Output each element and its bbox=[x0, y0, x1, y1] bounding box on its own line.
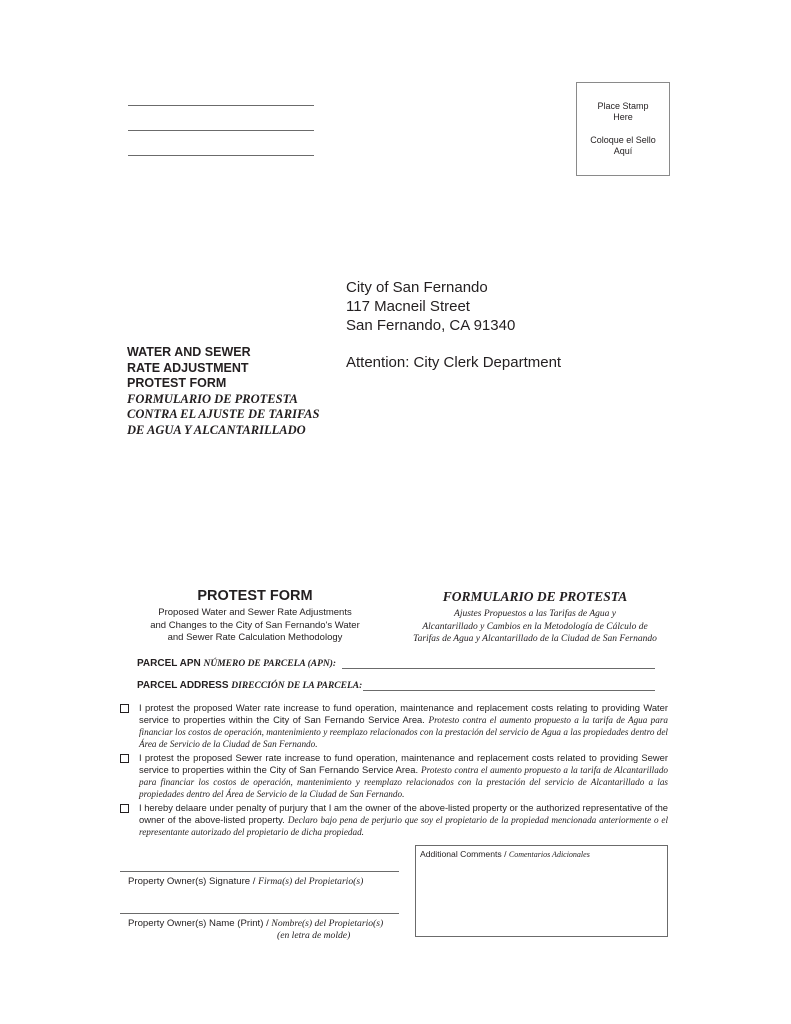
water-protest-text-es: Protesto contra el aumento propuesto a la tarifa de Agua para financiar los costos de operación, mantenimiento y reemplazo relacionados con la prestación del servicio de Agua a las propiedades dentro del Área de Servicio de la Ciudad de San Fernando. bbox=[139, 715, 668, 749]
additional-comments-label-es: Comentarios Adicionales bbox=[508, 850, 590, 859]
printed-name-label bbox=[128, 918, 383, 929]
additional-comments-label-en: Additional Comments / bbox=[420, 849, 507, 859]
printed-name-label-es-2 bbox=[277, 930, 350, 941]
address-line-3: San Fernando, CA 91340 bbox=[346, 317, 516, 334]
sewer-protest-checkbox[interactable] bbox=[120, 754, 129, 763]
form-title-es-3: DE AGUA Y ALCANTARILLADO bbox=[127, 422, 306, 437]
form-title-es-1: FORMULARIO DE PROTESTA bbox=[127, 391, 298, 406]
parcel-apn-label: PARCEL APN bbox=[137, 658, 201, 669]
water-protest-checkbox[interactable] bbox=[120, 704, 129, 713]
form-title-en-1: WATER AND SEWER bbox=[127, 345, 251, 359]
return-address-line-2[interactable] bbox=[128, 130, 314, 131]
address-attention: Attention: City Clerk Department bbox=[346, 354, 562, 371]
ownership-declaration-text-es: Declaro bajo pena de perjurio que soy el propietario de la propiedad mencionada anteriormente o el representante autorizado del propietario de dicha propiedad. bbox=[139, 815, 669, 837]
parcel-address-row bbox=[137, 680, 362, 691]
additional-comments-box[interactable] bbox=[415, 845, 668, 937]
sewer-protest-text-es: Protesto contra el aumento propuesto a la tarifa de Alcantarillado para financiar los costos de operación, mantenimiento y reemplazo relacionados con la prestación del servicio de Alcantarillado a las propiedades dentro del Área de Servicio de la Ciudad de San Fernando. bbox=[139, 765, 669, 799]
signature-field[interactable] bbox=[120, 871, 399, 872]
stamp-label-en-1: Place Stamp bbox=[597, 101, 649, 111]
ownership-declaration-text bbox=[139, 802, 668, 838]
printed-name-field[interactable] bbox=[120, 913, 399, 914]
printed-name-note-es: (en letra de molde) bbox=[277, 930, 351, 941]
printed-name-label-es: Nombre(s) del Propietario(s) bbox=[271, 918, 384, 929]
parcel-apn-label-es: NÚMERO DE PARCELA (APN): bbox=[203, 659, 337, 669]
sewer-protest-text-en: I protest the proposed Sewer rate increase to fund operation, maintenance and replacement costs related to providing Sewer service to properties within the City of San Fernando Service Area. bbox=[139, 752, 668, 775]
return-address-line-1[interactable] bbox=[128, 105, 314, 106]
form-title-en-3: PROTEST FORM bbox=[127, 376, 227, 390]
protest-title-es: FORMULARIO DE PROTESTA bbox=[442, 589, 628, 604]
mailing-address bbox=[346, 278, 561, 372]
return-address-line-3[interactable] bbox=[128, 155, 314, 156]
protest-heading-es bbox=[390, 589, 680, 646]
signature-label-en: Property Owner(s) Signature / bbox=[128, 876, 256, 887]
water-protest-text bbox=[139, 702, 668, 750]
stamp-label-es-1: Coloque el Sello bbox=[590, 135, 656, 145]
protest-subtitle-en bbox=[130, 607, 380, 645]
ownership-declaration-text-en: I hereby delaare under penalty of purjury that I am the owner of the above-listed property or the authorized representative of the owner of the above-listed property. bbox=[139, 802, 668, 825]
form-title-en-2: RATE ADJUSTMENT bbox=[127, 360, 249, 375]
parcel-apn-field[interactable] bbox=[342, 668, 655, 669]
signature-label bbox=[128, 876, 363, 887]
protest-subtitle-es-2: Alcantarillado y Cambios en la Metodología de Cálculo de bbox=[422, 621, 648, 632]
additional-comments-label bbox=[420, 849, 590, 859]
signature-label-es: Firma(s) del Propietario(s) bbox=[258, 876, 364, 887]
protest-heading-en bbox=[130, 588, 380, 645]
protest-subtitle-en-2: and Changes to the City of San Fernando's Water bbox=[150, 619, 360, 631]
sewer-protest-text bbox=[139, 752, 668, 800]
address-line-1: City of San Fernando bbox=[346, 279, 488, 296]
protest-subtitle-es bbox=[390, 608, 680, 646]
protest-subtitle-en-1: Proposed Water and Sewer Rate Adjustments bbox=[158, 607, 352, 618]
stamp-label-es-2: Aquí bbox=[613, 146, 633, 156]
protest-subtitle-es-3: Tarifas de Agua y Alcantarillado de la Ciudad de San Fernando bbox=[413, 634, 657, 644]
printed-name-label-en: Property Owner(s) Name (Print) / bbox=[128, 918, 269, 929]
ownership-declaration-checkbox[interactable] bbox=[120, 804, 129, 813]
water-protest-text-en: I protest the proposed Water rate increase to fund operation, maintenance and replacement costs relating to providing Water service to properties within the City of San Fernando Service Area. bbox=[139, 702, 668, 725]
protest-subtitle-en-3: and Sewer Rate Calculation Methodology bbox=[167, 632, 343, 643]
address-line-2: 117 Macneil Street bbox=[346, 298, 470, 315]
stamp-box bbox=[576, 82, 670, 176]
protest-subtitle-es-1: Ajustes Propuestos a las Tarifas de Agua y bbox=[454, 609, 616, 619]
protest-title-en: PROTEST FORM bbox=[197, 588, 313, 604]
parcel-address-label-es: DIRECCIÓN DE LA PARCELA: bbox=[231, 681, 363, 691]
form-title-es-2: CONTRA EL AJUSTE DE TARIFAS bbox=[127, 407, 320, 421]
parcel-address-field[interactable] bbox=[363, 690, 655, 691]
stamp-label-en-2: Here bbox=[613, 112, 633, 122]
parcel-apn-row bbox=[137, 658, 336, 669]
parcel-address-label: PARCEL ADDRESS bbox=[137, 680, 229, 691]
form-title bbox=[127, 345, 327, 438]
